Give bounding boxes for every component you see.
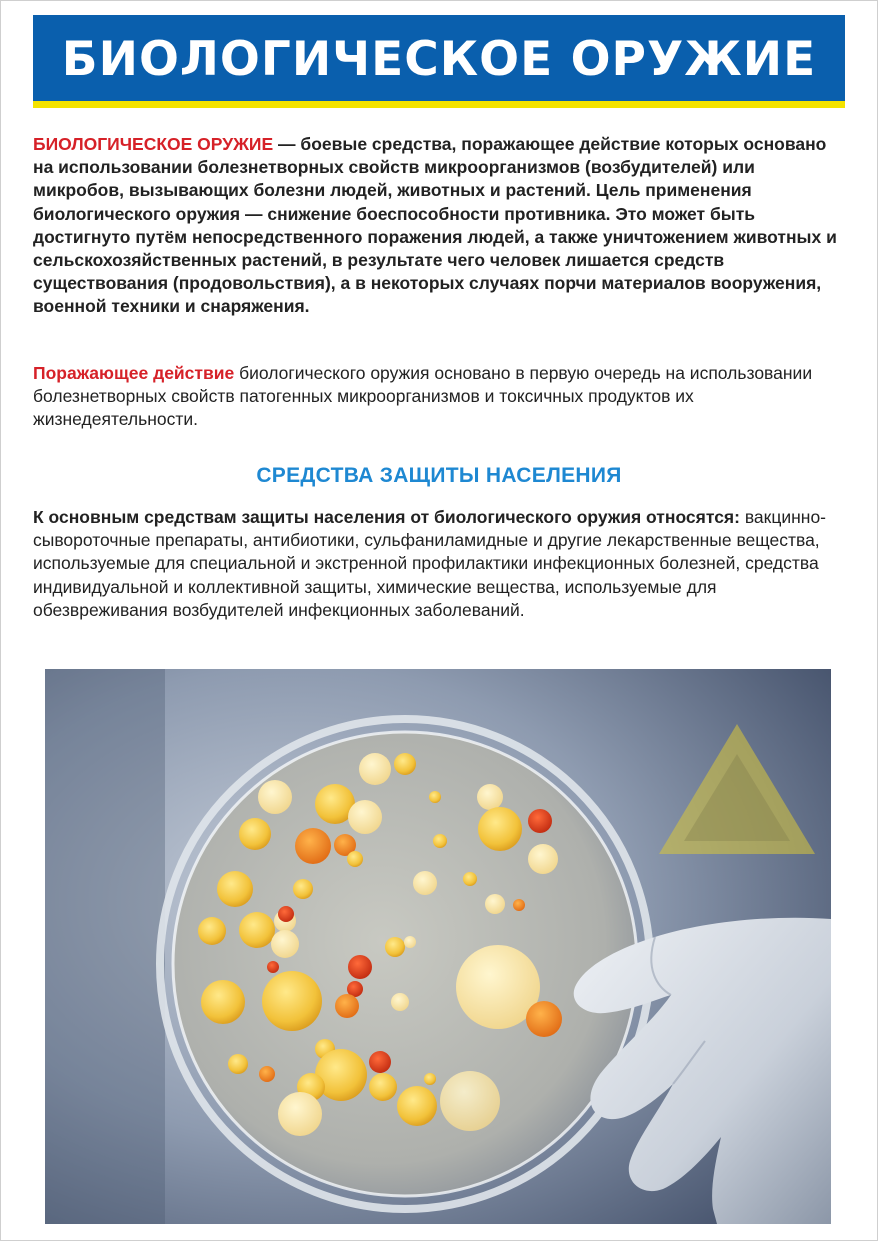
page-title: БИОЛОГИЧЕСКОЕ ОРУЖИЕ (61, 31, 817, 87)
effect-paragraph (33, 362, 848, 432)
protection-paragraph (33, 506, 848, 622)
protection-text: вакцинно-сывороточные препараты, антибиотики, сульфаниламидные и другие лекарственные вещества, используемые для специальной и экстренной профилактики инфекционных болезней, средства индивидуальной и коллективной защиты, химические вещества, используемые для обезвреживания возбудителей инфекционных заболеваний. (33, 507, 827, 620)
banner-stripe (33, 101, 845, 108)
intro-text: — боевые средства, поражающее действие которых основано на использовании болезнетворных свойств микроорганизмов (возбудителей) или микробов, вызывающих болезни людей, животных и растений. Цель применения биологического оружия — снижение боеспособности противника. Это может быть достигнуто путём непосредственного поражения людей, а также уничтожением животных и сельскохозяйственных растений, в результате чего человек лишается средств существования (продовольствия), а в некоторых случаях порчи материалов вооружения, военной техники и снаряжения. (33, 134, 837, 317)
effect-text: биологического оружия основано в первую очередь на использовании болезнетворных свойств патогенных микроорганизмов и токсичных продуктов их жизнедеятельности. (33, 363, 813, 430)
protection-lead: К основным средствам защиты населения от биологического оружия относятся: (33, 507, 740, 527)
section-heading: СРЕДСТВА ЗАЩИТЫ НАСЕЛЕНИЯ (256, 464, 622, 487)
petri-dish-illustration (45, 669, 831, 1224)
petri-dish-photo (45, 669, 831, 1224)
intro-paragraph (33, 133, 848, 319)
effect-term: Поражающее действие (33, 363, 235, 383)
intro-term: БИОЛОГИЧЕСКОЕ ОРУЖИЕ (33, 134, 274, 154)
title-banner (33, 15, 845, 103)
